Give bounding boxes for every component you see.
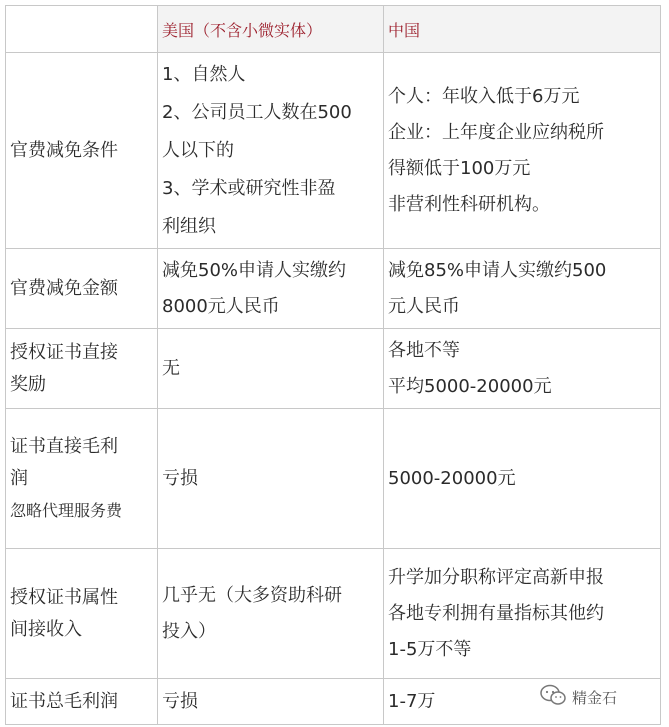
cn-line: 升学加分职称评定高新申报 [388,566,604,588]
us-cell [158,409,384,549]
row-label-line: 润 [10,467,28,489]
cn-line: 各地不等 [388,339,460,361]
cn-line: 5000-20000元 [388,467,516,489]
row-label-line: 授权证书直接 [10,341,118,363]
cn-line: 平均5000-20000元 [388,375,552,397]
us-line: 8000元人民币 [162,295,280,317]
cn-line: 1-7万 [388,690,436,712]
us-line: 亏损 [162,690,198,712]
row-label-line: 官费减免条件 [10,139,118,161]
wechat-icon [540,684,566,710]
cn-line: 企业：上年度企业应纳税所 [388,121,604,143]
cn-line: 各地专利拥有量指标其他约 [388,602,604,624]
cn-line: 个人：年收入低于6万元 [388,85,580,107]
us-cell [158,249,384,329]
cn-cell [384,329,661,409]
cn-line: 减免85%申请人实缴约500 [388,259,607,281]
us-line: 减免50%申请人实缴约 [162,259,347,281]
us-line: 利组织 [162,215,216,237]
cn-cell [384,53,661,249]
row-label [6,329,158,409]
us-line: 2、公司员工人数在500 [162,101,352,123]
table-row [6,329,661,409]
header-us: 美国（不含小微实体） [158,6,384,53]
cn-line: 1-5万不等 [388,638,472,660]
table-row [6,549,661,679]
us-line: 人以下的 [162,139,234,161]
row-label-line: 官费减免金额 [10,277,118,299]
watermark [540,684,617,710]
row-label-line: 间接收入 [10,618,82,640]
us-cell [158,679,384,725]
cn-line: 元人民币 [388,295,460,317]
comparison-table [5,5,661,725]
table-row [6,249,661,329]
us-line: 无 [162,357,180,379]
table-row [6,53,661,249]
cn-cell [384,679,661,725]
row-label-note: 忽略代理服务费 [10,500,123,520]
us-line: 几乎无（大多资助科研 [162,584,342,606]
us-line: 3、学术或研究性非盈 [162,177,336,199]
row-label-line: 奖励 [10,373,46,395]
row-label-line: 授权证书属性 [10,586,118,608]
us-line: 投入） [162,620,216,642]
header-row [6,6,661,53]
us-cell [158,53,384,249]
cn-line: 非营利性科研机构。 [388,193,550,215]
cn-line: 得额低于100万元 [388,157,531,179]
row-label [6,409,158,549]
row-label-line: 证书总毛利润 [10,690,118,712]
us-line: 1、自然人 [162,63,246,85]
row-label-line: 证书直接毛利 [10,435,118,457]
watermark-text: 精金石 [572,688,618,707]
row-label [6,549,158,679]
row-label [6,53,158,249]
row-label [6,249,158,329]
header-cn: 中国 [384,6,661,53]
us-cell [158,549,384,679]
cn-cell [384,549,661,679]
table-row [6,409,661,549]
us-line: 亏损 [162,467,198,489]
row-label [6,679,158,725]
us-cell [158,329,384,409]
cn-cell [384,409,661,549]
header-empty-cell [6,6,158,53]
cn-cell [384,249,661,329]
